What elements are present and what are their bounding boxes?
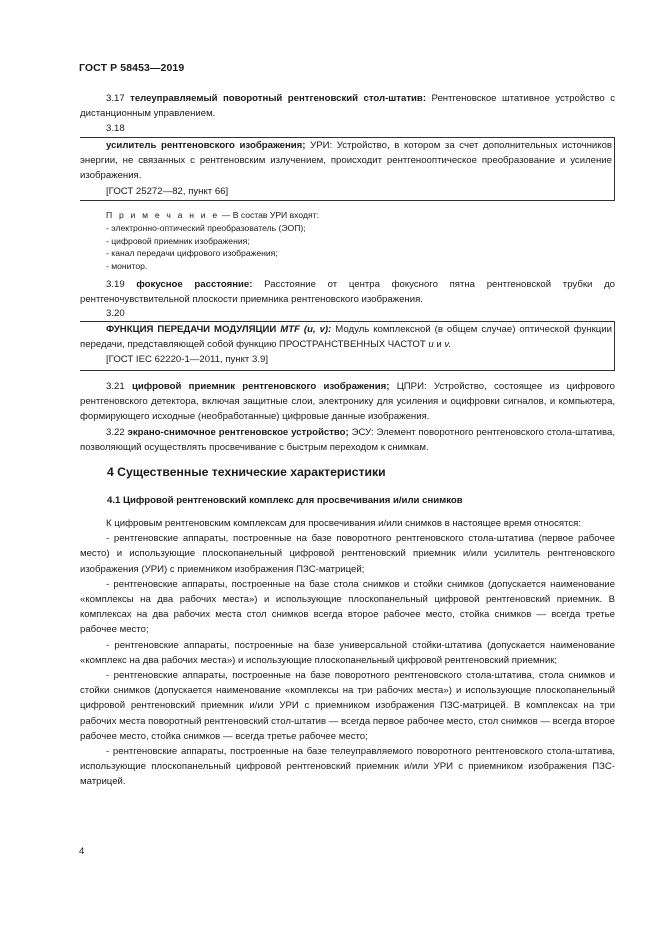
definition-text: УРИ: Устройство, в котором за счет дополнительных источников энергии, не связанных с рентгеновским излучением, происходит рентгенооптическое преобразование и усиление изображения. bbox=[80, 140, 613, 182]
definition-3-20 bbox=[80, 322, 612, 352]
note-label: П р и м е ч а н и е bbox=[106, 210, 220, 220]
definition-text: Расстояние от центра фокусного пятна рентгеновской трубки до рентгеночувствительной плоскости приемника рентгеновского изображения. bbox=[80, 279, 616, 306]
term: ФУНКЦИЯ ПЕРЕДАЧИ МОДУЛЯЦИИ bbox=[106, 324, 277, 335]
list-item: - цифровой приемник изображения; bbox=[106, 235, 250, 246]
list-item: - канал передачи цифрового изображения; bbox=[106, 248, 278, 259]
definition-text: ЭСУ: Элемент поворотного рентгеновского стола-штатива, позволяющий осуществлять просвечивание с быстрым переходом к снимкам. bbox=[80, 427, 616, 454]
conjunction: и bbox=[436, 339, 442, 351]
variable-v: v. bbox=[444, 339, 452, 351]
definition-3-17 bbox=[80, 91, 615, 121]
source-reference: [ГОСТ IEC 62220-1—2011, пункт 3.9] bbox=[106, 354, 268, 366]
definition-3-19 bbox=[80, 277, 615, 307]
list-item: - электронно-оптический преобразователь (ЭОП); bbox=[106, 222, 306, 233]
list-item: - рентгеновские аппараты, построенные на базе универсальной стойки-штатива (допускается наименование «комплекс на два рабочих места») и использующие плоскопанельный цифровой рентгеновский приемник; bbox=[80, 639, 615, 666]
term: фокусное расстояние: bbox=[136, 279, 253, 290]
list-item: - рентгеновские аппараты, построенные на базе стола снимков и стойки снимков (допускается наименование «комплексы на два рабочих места») и использующие плоскопанельный цифровой рентгеновский приемник. В комплексах на два рабочих места стол снимков всегда второе рабочее место, стойка снимков — всегда третье рабочее место; bbox=[80, 578, 615, 636]
term: усилитель рентгеновского изображения; bbox=[106, 140, 306, 151]
definition-3-21 bbox=[80, 379, 615, 425]
page-number: 4 bbox=[79, 846, 85, 857]
list-item: - рентгеновские аппараты, построенные на базе телеуправляемого поворотного рентгеновского стола-штатива, использующие плоскопанельный цифровой рентгеновский приемник и/или УРИ с приемником изображения ПЗС-матрицей. bbox=[80, 746, 615, 788]
term: телеуправляемый поворотный рентгеновский стол-штатив: bbox=[130, 93, 427, 104]
source-reference: [ГОСТ 25272—82, пункт 66] bbox=[106, 185, 229, 197]
definition-3-22 bbox=[80, 425, 615, 455]
list-item: - рентгеновские аппараты, построенные на базе поворотного рентгеновского стола-штатива (первое рабочее место) и использующие плоскопанельный цифровой рентгеновский приемник и/или усилитель рентгеновского изображения (УРИ) с приемником изображения ПЗС-матрицей; bbox=[80, 533, 615, 575]
term-abbreviation: MTF (u, v): bbox=[280, 324, 332, 335]
term: экрано-снимочное рентгеновское устройство; bbox=[127, 427, 349, 438]
variable-u: u bbox=[428, 339, 434, 351]
note-heading bbox=[106, 209, 615, 222]
intro-paragraph: К цифровым рентгеновским комплексам для просвечивания и/или снимков в настоящее время относятся: bbox=[106, 518, 582, 529]
item-number: 3.17 bbox=[106, 93, 125, 104]
section-4-heading: 4 Существенные технические характеристики bbox=[107, 465, 386, 479]
list-item: - рентгеновские аппараты, построенные на базе поворотного рентгеновского стола-штатива, стола снимков и стойки снимков (допускается наименование «комплексы на три рабочих места») и использующие плоскопанельный цифровой рентгеновский приемник и/или УРИ с приемником изображения ПЗС-матрицей. В комплексах на три рабочих места поворотный рентгеновский стол-штатив — всегда первое рабочее место, стол снимков — всегда второе рабочее место, стойка снимков — всегда третье рабочее место; bbox=[80, 670, 615, 742]
section-4-1-body bbox=[80, 516, 615, 790]
definition-3-18 bbox=[80, 138, 612, 184]
definition-text: Модуль комплексной (в общем случае) оптической функции передачи, представляющей собой функцию ПРОСТРАНСТВЕННЫХ ЧАСТОТ bbox=[80, 324, 612, 351]
list-item: - монитор. bbox=[106, 261, 148, 272]
definition-3-20-frame bbox=[80, 321, 615, 371]
section-4-1-heading: 4.1 Цифровой рентгеновский комплекс для просвечивания и/или снимков bbox=[107, 495, 463, 506]
note-text: — В состав УРИ входят: bbox=[221, 210, 319, 220]
item-number: 3.19 bbox=[106, 279, 125, 290]
note-block bbox=[80, 209, 615, 273]
definition-3-18-number: 3.18 bbox=[106, 123, 125, 134]
term: цифровой приемник рентгеновского изображения; bbox=[131, 381, 390, 392]
definition-3-20-number: 3.20 bbox=[106, 308, 125, 319]
item-number: 3.22 bbox=[106, 427, 125, 438]
standard-header: ГОСТ Р 58453—2019 bbox=[79, 62, 185, 74]
definition-3-18-frame bbox=[80, 137, 615, 201]
definition-text: ЦПРИ: Устройство, состоящее из цифрового рентгеновского детектора, включая защитные слои, электронику для усиления и оцифровки сигналов, и компьютера, формирующего исходные (необработанные) цифровые данные изображения. bbox=[80, 381, 616, 423]
item-number: 3.21 bbox=[106, 381, 125, 392]
definition-text: Рентгеновское штативное устройство с дистанционным управлением. bbox=[80, 93, 615, 120]
